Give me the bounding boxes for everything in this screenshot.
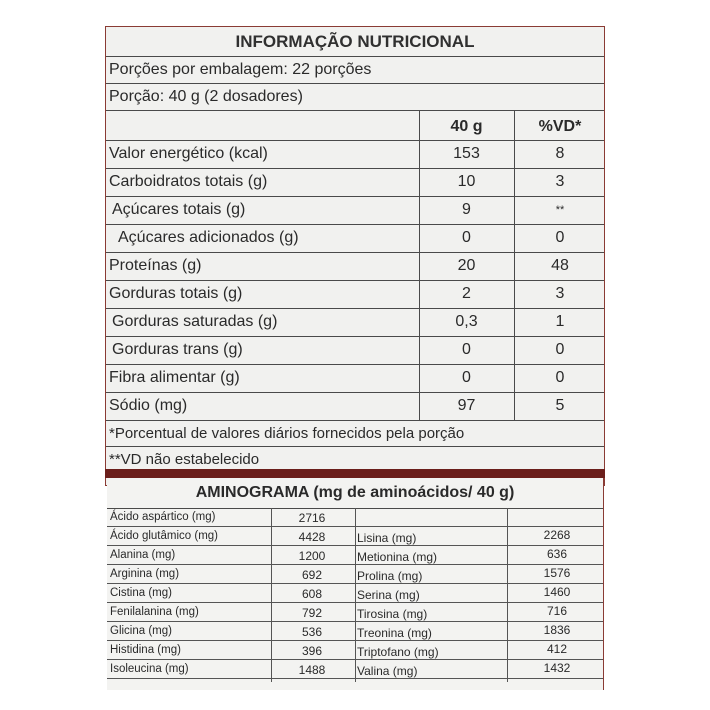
nutrient-row (106, 365, 604, 393)
column-divider (514, 111, 515, 421)
amino-column-divider (355, 508, 356, 682)
nutrient-amount: 153 (453, 145, 480, 162)
nutrient-name: Açúcares adicionados (g) (118, 229, 299, 246)
amino-left-name: Isoleucina (mg) (110, 663, 189, 675)
nutrient-dv: 3 (555, 285, 565, 302)
nutrient-dv: 3 (555, 173, 565, 190)
amino-right-value: 2268 (543, 528, 571, 542)
amino-right-value: 1432 (543, 661, 571, 675)
amino-right-name: Triptofano (mg) (357, 645, 439, 659)
amino-left-name: Glicina (mg) (110, 625, 172, 637)
serving-size: Porção: 40 g (2 dosadores) (106, 84, 604, 111)
amino-left-value: 396 (301, 644, 323, 658)
nutrient-amount: 9 (462, 201, 471, 218)
amino-right-name: Tirosina (mg) (357, 607, 428, 621)
amino-right-value: 1460 (543, 585, 571, 599)
amino-right-name: Serina (mg) (357, 588, 420, 602)
amino-right-value: 1836 (543, 623, 571, 637)
nutrient-dv: 5 (555, 397, 565, 414)
amino-right-value: 1576 (543, 566, 571, 580)
nutrient-name: Gorduras totais (g) (109, 285, 243, 302)
nutrient-amount: 10 (457, 173, 476, 190)
amino-right-value: 412 (546, 642, 568, 656)
nutrition-facts-table (105, 26, 605, 486)
nutrient-row (106, 197, 604, 225)
amino-left-name: Histidina (mg) (110, 644, 181, 656)
amino-right-name: Metionina (mg) (357, 550, 438, 564)
column-header-dv: %VD* (538, 118, 582, 135)
nutrient-amount: 0 (462, 369, 471, 386)
nutrient-name: Gorduras saturadas (g) (112, 313, 278, 330)
amino-left-value: 2716 (298, 511, 326, 525)
nutrient-dv: 0 (555, 369, 565, 386)
nutrient-amount: 97 (457, 397, 476, 414)
amino-left-value: 792 (301, 606, 323, 620)
nutrient-row (106, 337, 604, 365)
nutrient-row (106, 281, 604, 309)
amino-left-value: 1200 (298, 549, 326, 563)
nutrient-dv: 0 (555, 341, 565, 358)
nutrient-row (106, 169, 604, 197)
aminogram-table (107, 478, 604, 690)
amino-left-name: Ácido aspártico (mg) (110, 511, 216, 523)
nutrient-amount: 0,3 (455, 313, 478, 330)
nutrient-row (106, 393, 604, 421)
nutrient-row (106, 253, 604, 281)
column-divider (419, 111, 420, 421)
amino-left-value: 692 (301, 568, 323, 582)
nutrient-dv: 48 (551, 257, 569, 274)
amino-column-divider (271, 508, 272, 682)
nutrient-dv: 1 (555, 313, 565, 330)
nutrient-row (106, 225, 604, 253)
nutrition-title: INFORMAÇÃO NUTRICIONAL (106, 27, 604, 57)
nutrient-amount: 0 (462, 229, 471, 246)
nutrient-name: Açúcares totais (g) (112, 201, 246, 218)
amino-right-value: 716 (546, 604, 568, 618)
amino-right-name: Lisina (mg) (357, 531, 417, 545)
section-divider-bar (105, 469, 605, 478)
nutrient-amount: 20 (457, 257, 476, 274)
amino-left-value: 1488 (298, 663, 326, 677)
amino-left-name: Alanina (mg) (110, 549, 176, 561)
amino-column-divider (507, 508, 508, 682)
nutrient-name: Sódio (mg) (109, 397, 188, 414)
amino-left-value: 4428 (298, 530, 326, 544)
nutrient-dv: ** (555, 204, 565, 216)
nutrient-name: Carboidratos totais (g) (109, 173, 268, 190)
amino-right-name: Valina (mg) (357, 664, 418, 678)
servings-per-package: Porções por embalagem: 22 porções (106, 57, 604, 84)
nutrient-dv: 8 (555, 145, 565, 162)
nutrient-amount: 0 (462, 341, 471, 358)
column-header-row (106, 111, 604, 141)
footnote-not-established: **VD não estabelecido (109, 451, 260, 468)
nutrient-name: Valor energético (kcal) (109, 145, 268, 162)
nutrient-name: Gorduras trans (g) (112, 341, 243, 358)
nutrient-amount: 2 (462, 285, 471, 302)
nutrient-row (106, 141, 604, 169)
nutrient-name: Proteínas (g) (109, 257, 202, 274)
amino-left-name: Fenilalanina (mg) (110, 606, 199, 618)
amino-left-value: 536 (301, 625, 323, 639)
amino-right-value: 636 (546, 547, 568, 561)
amino-left-name: Ácido glutâmico (mg) (110, 530, 219, 542)
nutrient-dv: 0 (555, 229, 565, 246)
aminogram-title: AMINOGRAMA (mg de aminoácidos/ 40 g) (107, 478, 603, 509)
amino-right-name: Prolina (mg) (357, 569, 423, 583)
nutrient-row (106, 309, 604, 337)
column-header-amount: 40 g (450, 118, 483, 135)
amino-left-name: Cistina (mg) (110, 587, 172, 599)
footnote-dv: *Porcentual de valores diários fornecidos pela porção (106, 421, 604, 447)
amino-left-value: 608 (301, 587, 323, 601)
amino-right-name: Treonina (mg) (357, 626, 432, 640)
amino-left-name: Arginina (mg) (110, 568, 180, 580)
nutrient-name: Fibra alimentar (g) (109, 369, 240, 386)
